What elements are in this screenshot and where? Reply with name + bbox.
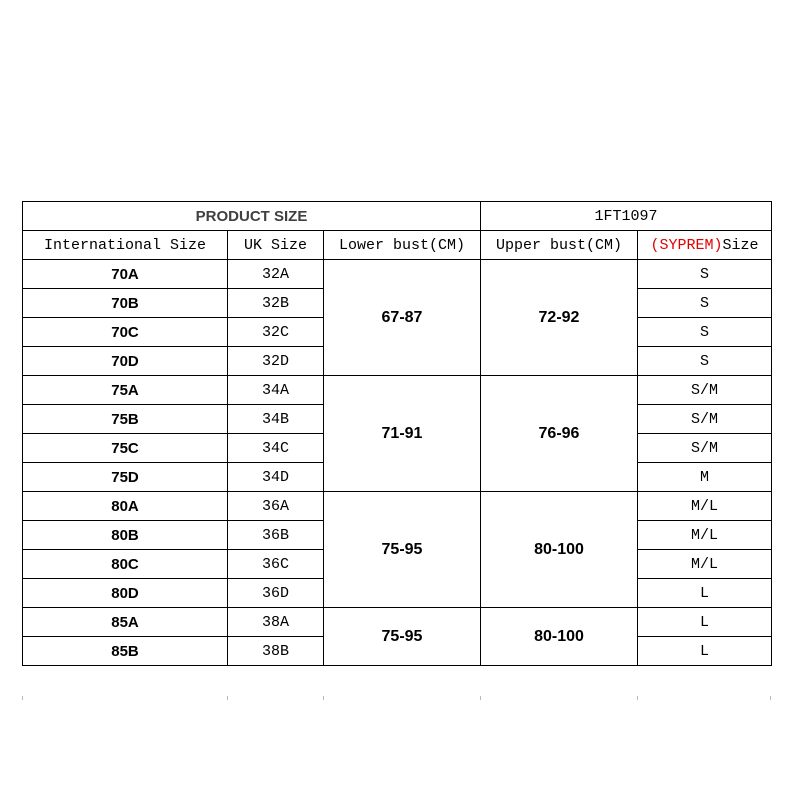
international-size-cell: 75B	[23, 405, 228, 434]
uk-size-cell: 34B	[228, 405, 324, 434]
size-chart-table	[22, 201, 772, 666]
international-size-cell: 75A	[23, 376, 228, 405]
upper-bust-cell: 80-100	[481, 492, 638, 608]
header-uk-size: UK Size	[228, 231, 324, 260]
brand-name: (SYPREM)	[650, 236, 723, 254]
brand-size-cell: S	[638, 318, 772, 347]
brand-size-cell: S	[638, 289, 772, 318]
international-size-cell: 80B	[23, 521, 228, 550]
international-size-cell: 85B	[23, 637, 228, 666]
header-lower-bust: Lower bust(CM)	[324, 231, 481, 260]
uk-size-cell: 36A	[228, 492, 324, 521]
table-title-row	[23, 202, 772, 231]
uk-size-cell: 32B	[228, 289, 324, 318]
international-size-cell: 75D	[23, 463, 228, 492]
uk-size-cell: 36B	[228, 521, 324, 550]
divider-tick	[323, 696, 324, 700]
uk-size-cell: 36D	[228, 579, 324, 608]
table-row	[23, 608, 772, 637]
table-row	[23, 376, 772, 405]
uk-size-cell: 32D	[228, 347, 324, 376]
table-row	[23, 492, 772, 521]
lower-bust-cell: 75-95	[324, 608, 481, 666]
international-size-cell: 85A	[23, 608, 228, 637]
uk-size-cell: 34A	[228, 376, 324, 405]
header-international-size: International Size	[23, 231, 228, 260]
divider-tick	[480, 696, 481, 700]
lower-bust-cell: 67-87	[324, 260, 481, 376]
international-size-cell: 80D	[23, 579, 228, 608]
brand-size-cell: M/L	[638, 521, 772, 550]
column-header-row	[23, 231, 772, 260]
upper-bust-cell: 76-96	[481, 376, 638, 492]
divider-tick	[637, 696, 638, 700]
header-brand-size	[638, 231, 772, 260]
size-label: Size	[722, 236, 759, 254]
upper-bust-cell: 72-92	[481, 260, 638, 376]
international-size-cell: 80A	[23, 492, 228, 521]
lower-bust-cell: 75-95	[324, 492, 481, 608]
uk-size-cell: 38A	[228, 608, 324, 637]
uk-size-cell: 38B	[228, 637, 324, 666]
divider-tick	[770, 696, 771, 700]
brand-size-cell: M/L	[638, 492, 772, 521]
uk-size-cell: 32C	[228, 318, 324, 347]
brand-size-cell: L	[638, 637, 772, 666]
brand-size-cell: S/M	[638, 434, 772, 463]
international-size-cell: 70A	[23, 260, 228, 289]
lower-bust-cell: 71-91	[324, 376, 481, 492]
brand-size-cell: M/L	[638, 550, 772, 579]
uk-size-cell: 32A	[228, 260, 324, 289]
brand-size-cell: S	[638, 347, 772, 376]
international-size-cell: 75C	[23, 434, 228, 463]
header-upper-bust: Upper bust(CM)	[481, 231, 638, 260]
upper-bust-cell: 80-100	[481, 608, 638, 666]
international-size-cell: 70C	[23, 318, 228, 347]
international-size-cell: 70D	[23, 347, 228, 376]
model-code: 1FT1097	[481, 202, 772, 231]
table-row	[23, 260, 772, 289]
product-size-title: PRODUCT SIZE	[23, 202, 481, 231]
international-size-cell: 80C	[23, 550, 228, 579]
uk-size-cell: 34C	[228, 434, 324, 463]
brand-size-cell: S	[638, 260, 772, 289]
divider-tick	[227, 696, 228, 700]
brand-size-cell: M	[638, 463, 772, 492]
brand-size-cell: L	[638, 579, 772, 608]
brand-size-cell: L	[638, 608, 772, 637]
brand-size-cell: S/M	[638, 376, 772, 405]
divider-tick	[22, 696, 23, 700]
uk-size-cell: 36C	[228, 550, 324, 579]
international-size-cell: 70B	[23, 289, 228, 318]
uk-size-cell: 34D	[228, 463, 324, 492]
brand-size-cell: S/M	[638, 405, 772, 434]
